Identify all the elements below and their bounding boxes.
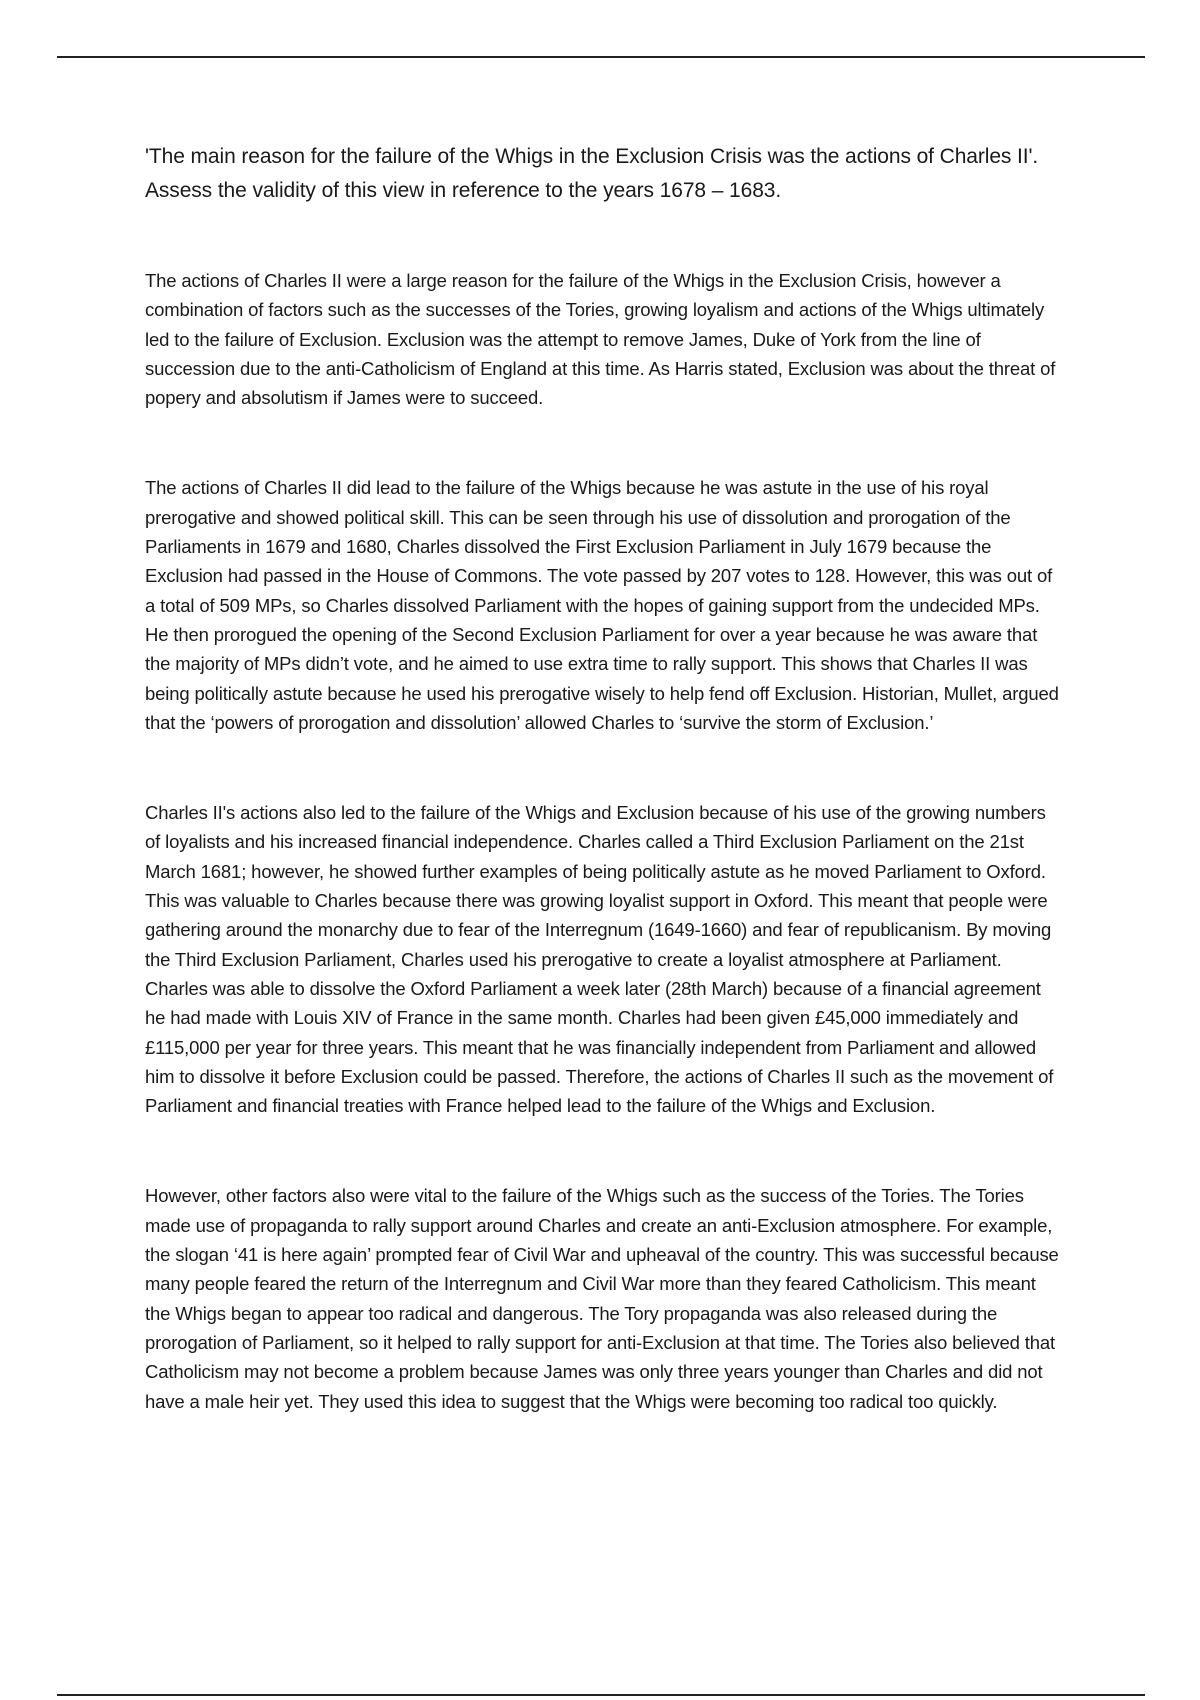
header-rule <box>57 56 1145 58</box>
document-body <box>145 140 1065 1477</box>
paragraph-loyalists-finance: Charles II's actions also led to the failure of the Whigs and Exclusion because of his use of the growing numbers of loyalists and his increased financial independence. Charles called a Third Exclusion Parliament on the 21st March 1681; however, he showed further examples of being politically astute as he moved Parliament to Oxford. This was valuable to Charles because there was growing loyalist support in Oxford. This meant that people were gathering around the monarchy due to fear of the Interregnum (1649-1660) and fear of republicanism. By moving the Third Exclusion Parliament, Charles used his prerogative to create a loyalist atmosphere at Parliament. Charles was able to dissolve the Oxford Parliament a week later (28th March) because of a financial agreement he had made with Louis XIV of France in the same month. Charles had been given £45,000 immediately and £115,000 per year for three years. This meant that he was financially independent from Parliament and allowed him to dissolve it before Exclusion could be passed. Therefore, the actions of Charles II such as the movement of Parliament and financial treaties with France helped lead to the failure of the Whigs and Exclusion. <box>145 802 1054 1117</box>
essay-question: 'The main reason for the failure of the Whigs in the Exclusion Crisis was the actions of Charles II'. Assess the validity of this view in reference to the years 1678 – 1683. <box>145 145 1039 202</box>
footer-rule <box>57 1694 1145 1696</box>
paragraph-prerogative: The actions of Charles II did lead to the failure of the Whigs because he was astute in the use of his royal prerogative and showed political skill. This can be seen through his use of dissolution and prorogation of the Parliaments in 1679 and 1680, Charles dissolved the First Exclusion Parliament in July 1679 because the Exclusion had passed in the House of Commons. The vote passed by 207 votes to 128. However, this was out of a total of 509 MPs, so Charles dissolved Parliament with the hopes of gaining support from the undecided MPs. He then prorogued the opening of the Second Exclusion Parliament for over a year because he was aware that the majority of MPs didn’t vote, and he aimed to use extra time to rally support. This shows that Charles II was being politically astute because he used his prerogative wisely to help fend off Exclusion. Historian, Mullet, argued that the ‘powers of prorogation and dissolution’ allowed Charles to ‘survive the storm of Exclusion.’ <box>145 477 1059 733</box>
paragraph-introduction: The actions of Charles II were a large reason for the failure of the Whigs in the Exclusion Crisis, however a combination of factors such as the successes of the Tories, growing loyalism and actions of the Whigs ultimately led to the failure of Exclusion. Exclusion was the attempt to remove James, Duke of York from the line of succession due to the anti-Catholicism of England at this time. As Harris stated, Exclusion was about the threat of popery and absolutism if James were to succeed. <box>145 270 1056 409</box>
paragraph-tories: However, other factors also were vital to the failure of the Whigs such as the success of the Tories. The Tories made use of propaganda to rally support around Charles and create an anti-Exclusion atmosphere. For example, the slogan ‘41 is here again’ prompted fear of Civil War and upheaval of the country. This was successful because many people feared the return of the Interregnum and Civil War more than they feared Catholicism. This meant the Whigs began to appear too radical and dangerous. The Tory propaganda was also released during the prorogation of Parliament, so it helped to rally support for anti-Exclusion at that time. The Tories also believed that Catholicism may not become a problem because James was only three years younger than Charles and did not have a male heir yet. They used this idea to suggest that the Whigs were becoming too radical too quickly. <box>145 1185 1059 1412</box>
